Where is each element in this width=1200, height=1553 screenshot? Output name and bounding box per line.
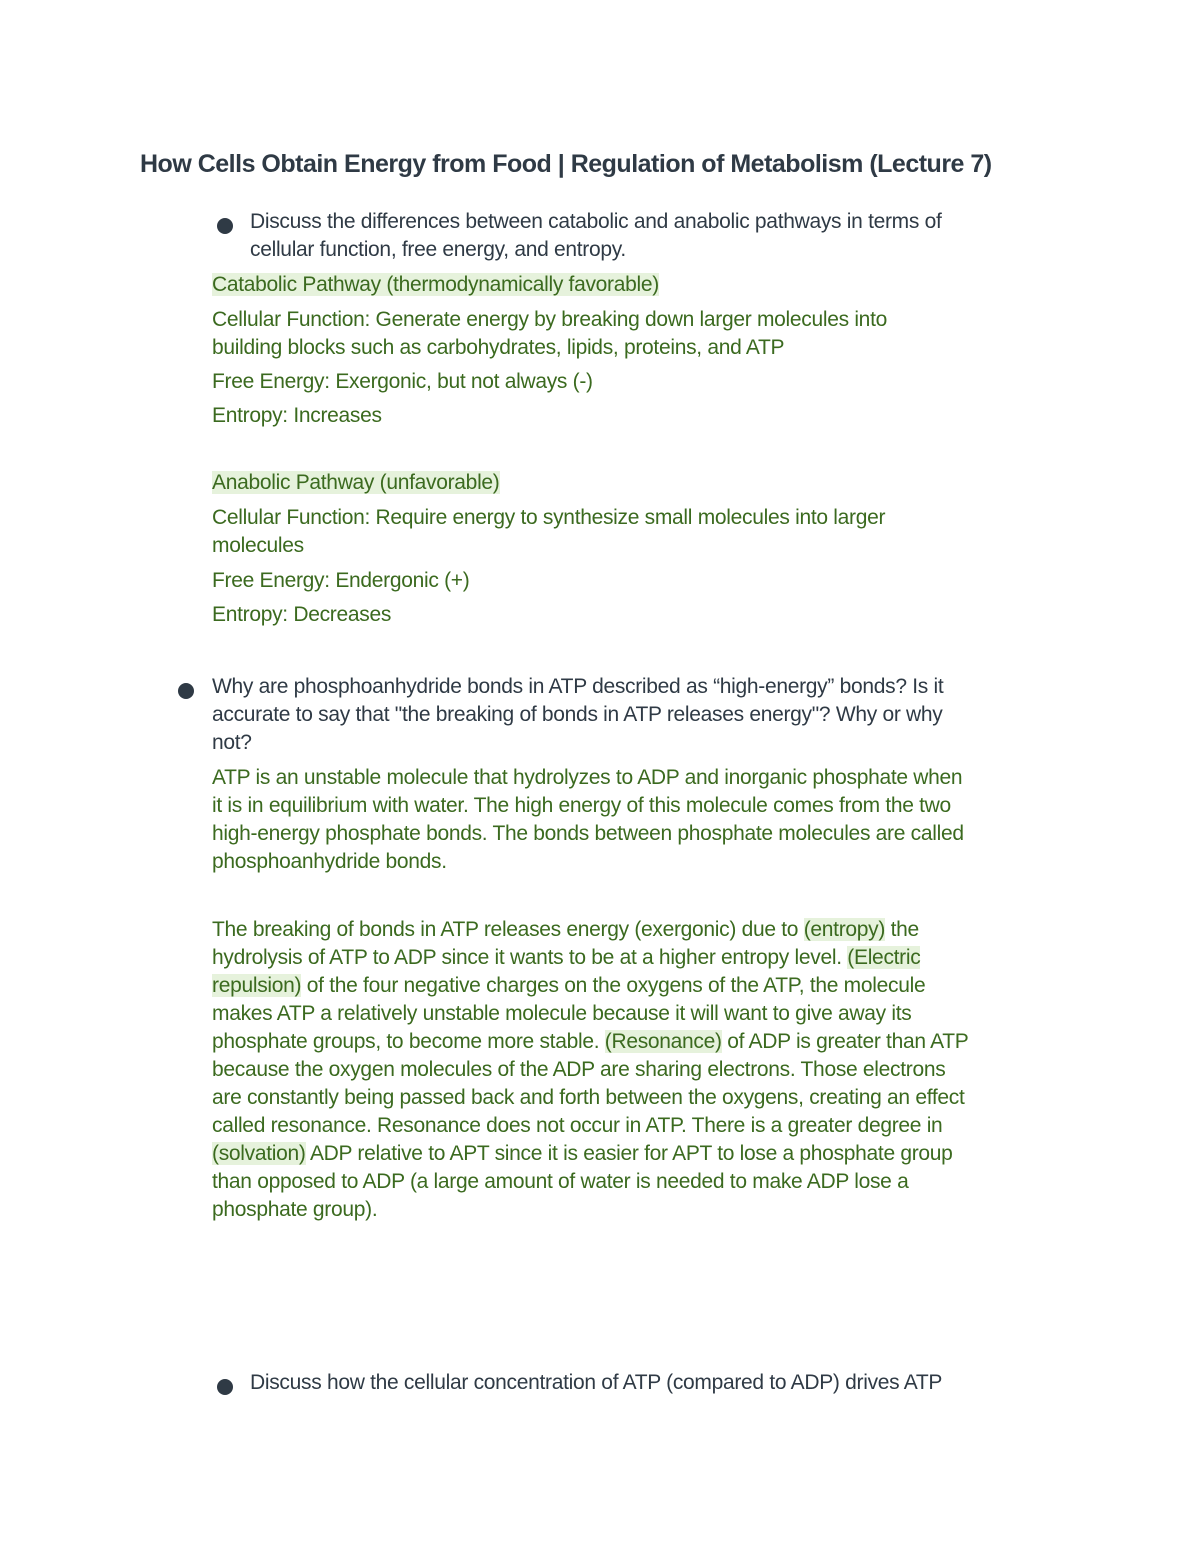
- question-1-line: cellular function, free energy, and entropy.: [250, 238, 626, 261]
- anabolic-section: [212, 469, 500, 497]
- catabolic-heading: Catabolic Pathway (thermodynamically favorable): [212, 273, 659, 296]
- anabolic-function-line: Cellular Function: Require energy to synthesize small molecules into larger: [212, 506, 886, 529]
- page-title: How Cells Obtain Energy from Food | Regulation of Metabolism (Lecture 7): [140, 150, 992, 178]
- answer-line: called resonance. Resonance does not occur in ATP. There is a greater degree in: [212, 1114, 943, 1137]
- catabolic-free-energy: Free Energy: Exergonic, but not always (-): [212, 370, 593, 393]
- highlight-solvation: (solvation): [212, 1142, 306, 1165]
- answer-line: phosphate groups, to become more stable. (Resonance) of ADP is greater than ATP: [212, 1030, 969, 1053]
- catabolic-section: [212, 271, 659, 299]
- question-2-line: Why are phosphoanhydride bonds in ATP described as “high-energy” bonds? Is it: [212, 675, 944, 698]
- question-1: [250, 208, 942, 264]
- anabolic-entropy: Entropy: Decreases: [212, 603, 392, 626]
- answer-line: phosphate group).: [212, 1198, 378, 1221]
- highlight-repulsion: repulsion): [212, 974, 302, 997]
- question-2: [212, 673, 943, 757]
- catabolic-function-line: building blocks such as carbohydrates, lipids, proteins, and ATP: [212, 336, 785, 359]
- anabolic-function-line: molecules: [212, 534, 304, 557]
- anabolic-free-energy: Free Energy: Endergonic (+): [212, 569, 470, 592]
- answer-line: (solvation) ADP relative to APT since it is easier for APT to lose a phosphate group: [212, 1142, 953, 1165]
- answer-line: than opposed to ADP (a large amount of water is needed to make ADP lose a: [212, 1170, 909, 1193]
- catabolic-function-line: Cellular Function: Generate energy by breaking down larger molecules into: [212, 308, 887, 331]
- catabolic-entropy: Entropy: Increases: [212, 404, 382, 427]
- bullet-icon: [217, 218, 233, 234]
- bullet-icon: [178, 683, 194, 699]
- question-1-line: Discuss the differences between catabolic and anabolic pathways in terms of: [250, 210, 942, 233]
- answer-line: are constantly being passed back and forth between the oxygens, creating an effect: [212, 1086, 965, 1109]
- answer-line: hydrolysis of ATP to ADP since it wants to be at a higher entropy level. (Electric: [212, 946, 921, 969]
- answer-line: ATP is an unstable molecule that hydrolyzes to ADP and inorganic phosphate when: [212, 766, 963, 789]
- answer-line: high-energy phosphate bonds. The bonds between phosphate molecules are called: [212, 822, 964, 845]
- question-3: Discuss how the cellular concentration of ATP (compared to ADP) drives ATP: [250, 1371, 943, 1394]
- answer-line: phosphoanhydride bonds.: [212, 850, 447, 873]
- answer-line: because the oxygen molecules of the ADP are sharing electrons. Those electrons: [212, 1058, 946, 1081]
- highlight-resonance: (Resonance): [604, 1030, 722, 1053]
- answer-2-paragraph-1: [212, 764, 964, 876]
- catabolic-function: [212, 306, 887, 362]
- question-2-line: not?: [212, 731, 252, 754]
- answer-line: it is in equilibrium with water. The high energy of this molecule comes from the two: [212, 794, 951, 817]
- bullet-icon: [217, 1379, 233, 1395]
- answer-2-paragraph-2: [212, 916, 968, 1224]
- answer-line: The breaking of bonds in ATP releases energy (exergonic) due to (entropy) the: [212, 918, 919, 941]
- anabolic-function: [212, 504, 885, 560]
- highlight-electric: (Electric: [847, 946, 921, 969]
- anabolic-heading: Anabolic Pathway (unfavorable): [212, 471, 500, 494]
- question-2-line: accurate to say that "the breaking of bonds in ATP releases energy"? Why or why: [212, 703, 943, 726]
- answer-line: makes ATP a relatively unstable molecule because it will want to give away its: [212, 1002, 912, 1025]
- answer-line: repulsion) of the four negative charges on the oxygens of the ATP, the molecule: [212, 974, 926, 997]
- highlight-entropy: (entropy): [803, 918, 886, 941]
